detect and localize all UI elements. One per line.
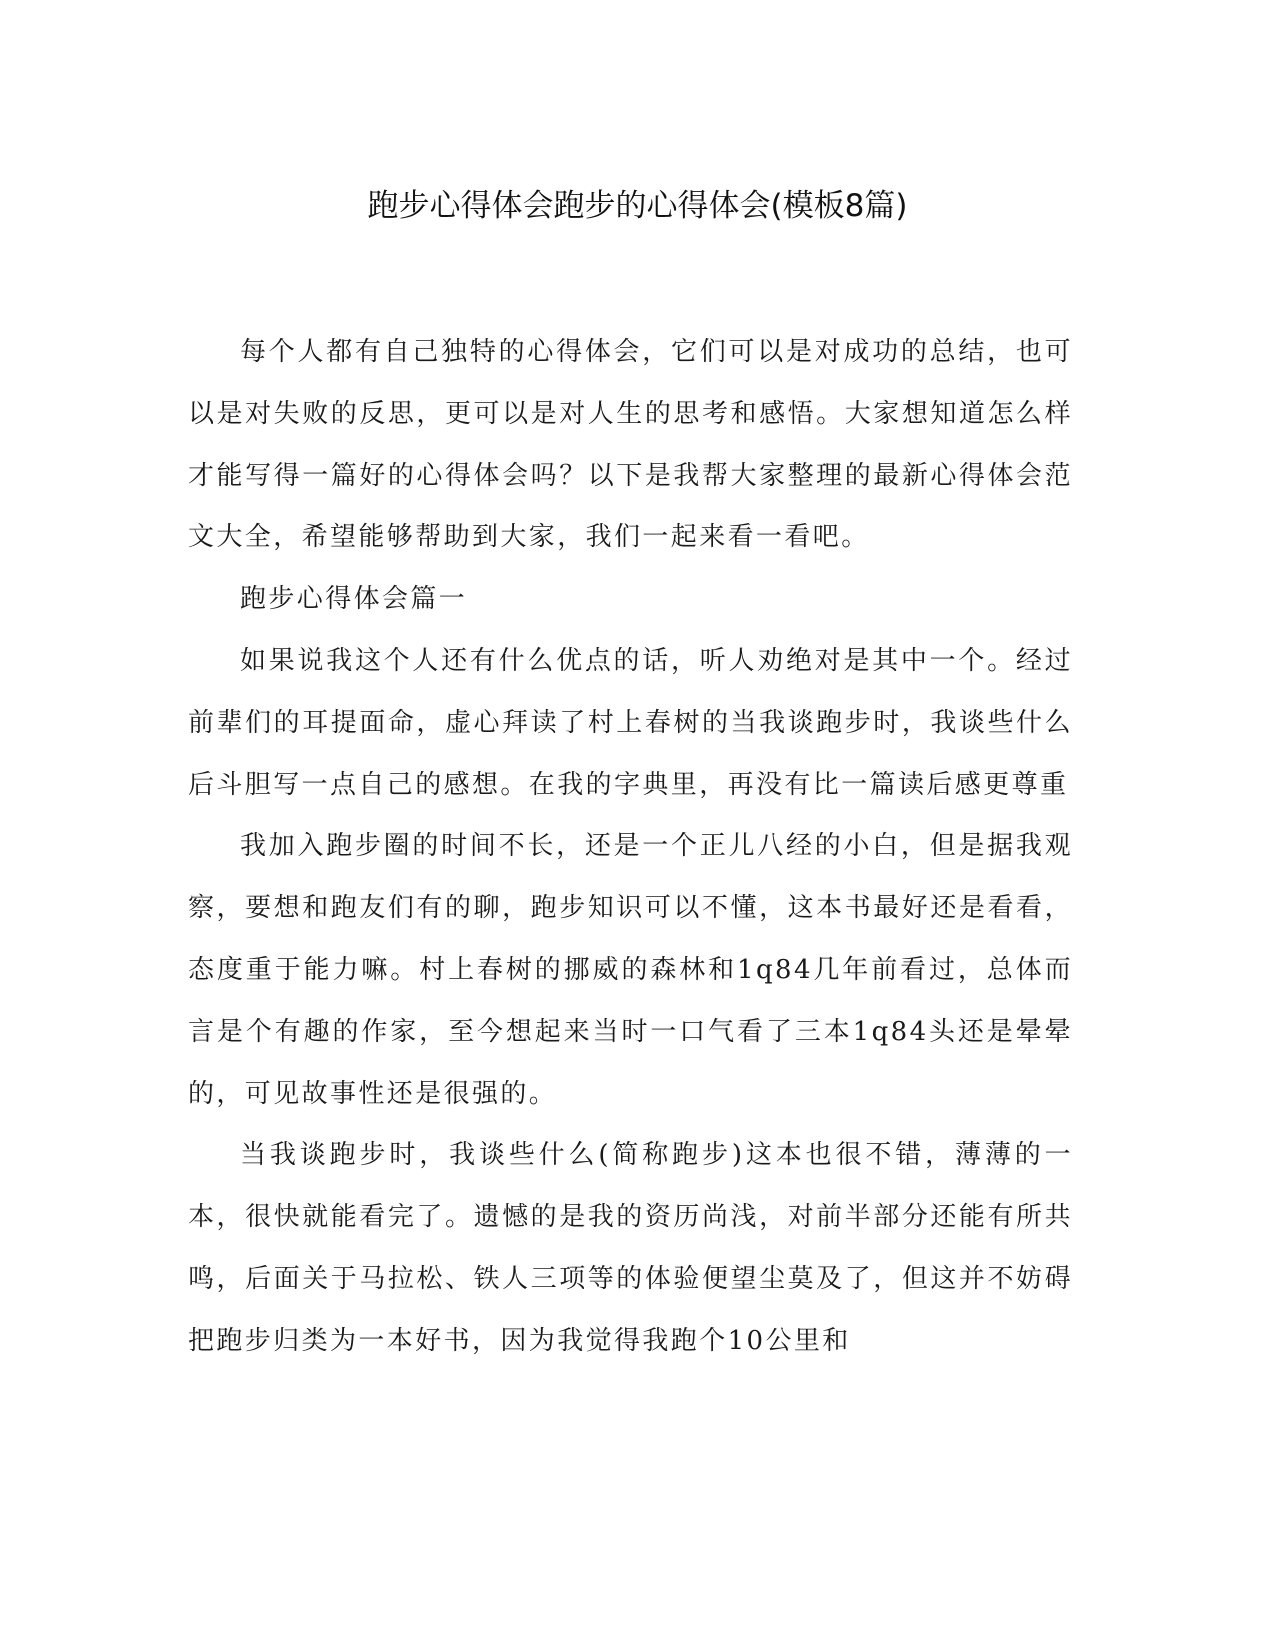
intro-paragraph: 每个人都有自己独特的心得体会，它们可以是对成功的总结，也可以是对失败的反思，更可以是对人生的思考和感悟。大家想知道怎么样才能写得一篇好的心得体会吗？以下是我帮大家整理的最新心得体会范文大全，希望能够帮助到大家，我们一起来看一看吧。 xyxy=(188,337,1073,553)
document-title: 跑步心得体会跑步的心得体会(模板8篇) xyxy=(367,188,908,224)
document-body xyxy=(188,322,1073,1373)
section-heading: 跑步心得体会篇一 xyxy=(240,584,468,615)
body-paragraph: 我加入跑步圈的时间不长，还是一个正儿八经的小白，但是据我观察，要想和跑友们有的聊，跑步知识可以不懂，这本书最好还是看看，态度重于能力嘛。村上春树的挪威的森林和1q84几年前看过，总体而言是个有趣的作家，至今想起来当时一口气看了三本1q84头还是晕晕的，可见故事性还是很强的。 xyxy=(188,831,1073,1109)
body-paragraph: 当我谈跑步时，我谈些什么(简称跑步)这本也很不错，薄薄的一本，很快就能看完了。遗憾的是我的资历尚浅，对前半部分还能有所共鸣，后面关于马拉松、铁人三项等的体验便望尘莫及了，但这并不妨碍把跑步归类为一本好书，因为我觉得我跑个10公里和 xyxy=(188,1140,1073,1356)
body-paragraph: 如果说我这个人还有什么优点的话，听人劝绝对是其中一个。经过前辈们的耳提面命，虚心拜读了村上春树的当我谈跑步时，我谈些什么后斗胆写一点自己的感想。在我的字典里，再没有比一篇读后感更尊重 xyxy=(188,645,1073,800)
